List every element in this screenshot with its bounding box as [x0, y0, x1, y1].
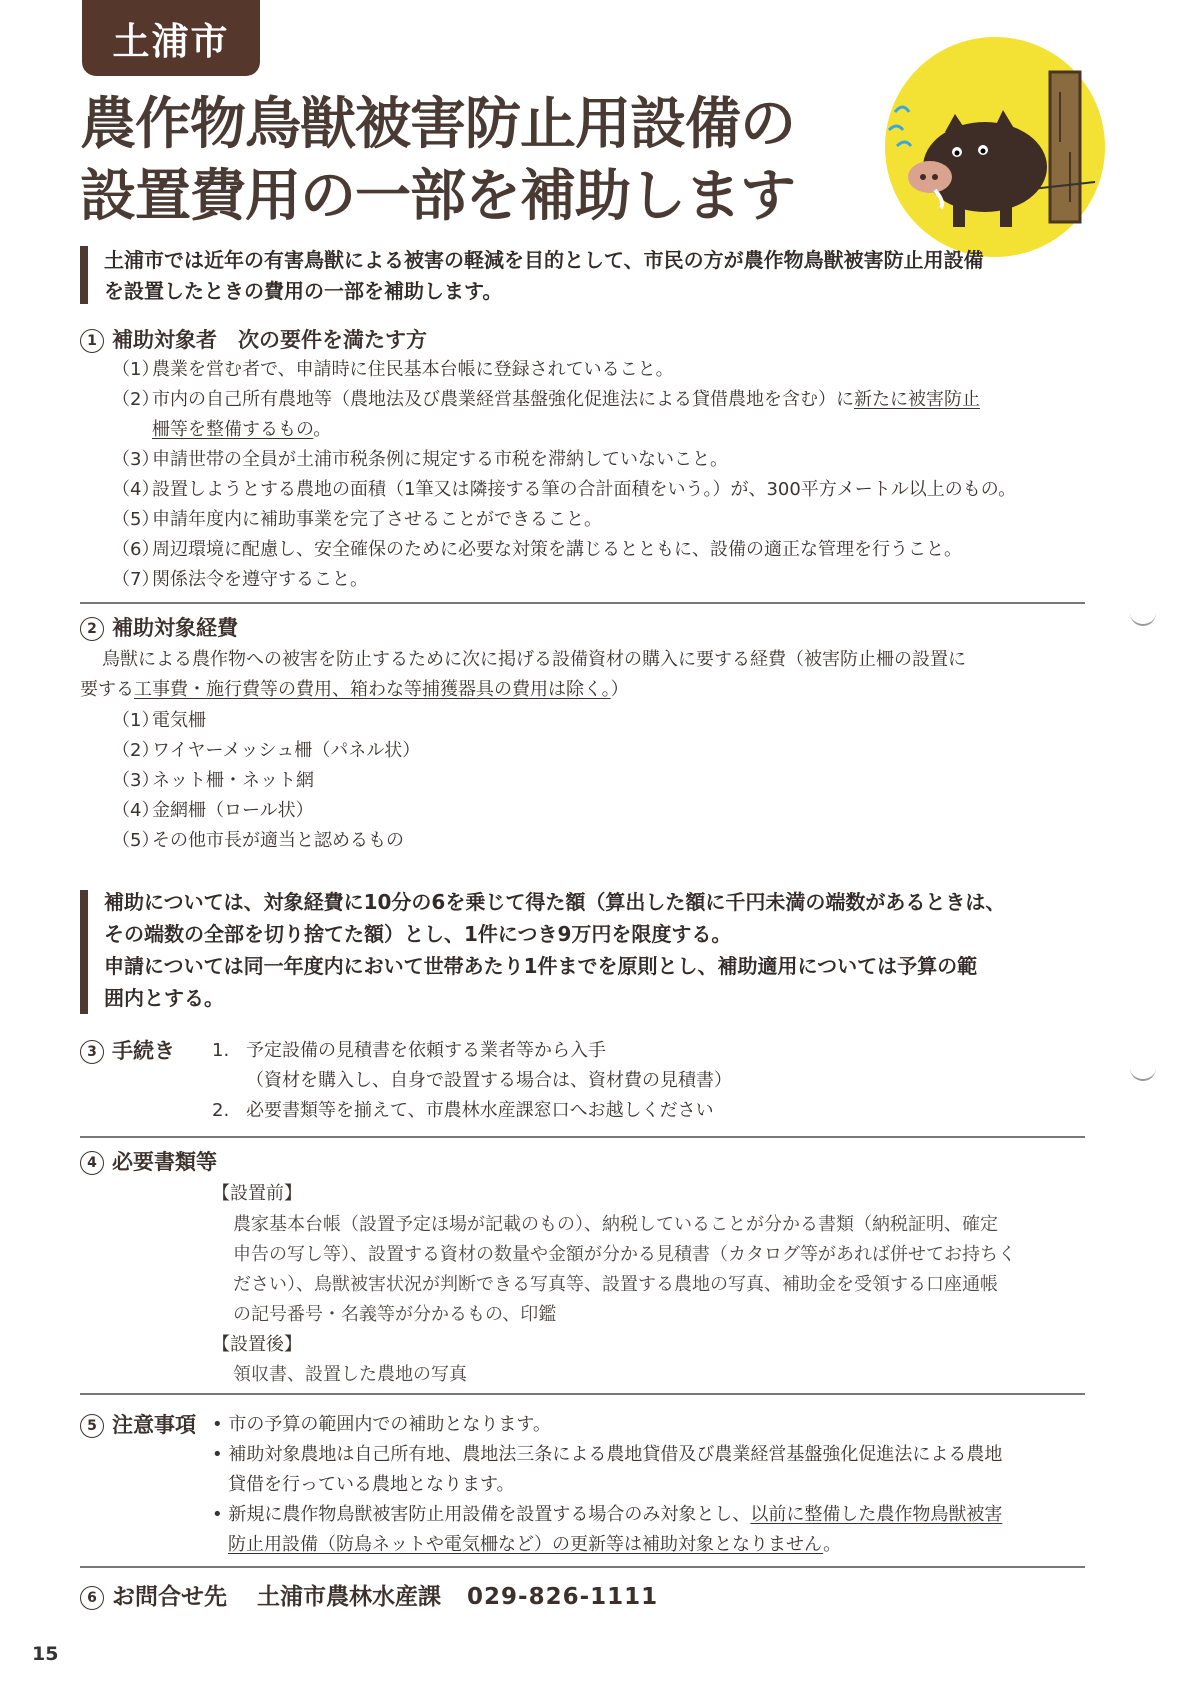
- section-1-heading: 1 補助対象者 次の要件を満たす方: [80, 325, 427, 355]
- punch-mark: [1130, 610, 1156, 626]
- section-4-heading: 4 必要書類等: [80, 1147, 217, 1177]
- list-item-continued: 防止用設備（防鳥ネットや電気柵など）の更新等は補助対象となりません。: [228, 1534, 842, 1555]
- punch-mark: [1130, 1065, 1156, 1081]
- section-1-list: [112, 355, 1016, 595]
- after-install-documents: 領収書、設置した農地の写真: [233, 1364, 467, 1385]
- list-item: （7）関係法令を遵守すること。: [112, 569, 368, 590]
- section-3-heading: 3 手続き: [80, 1036, 175, 1066]
- list-item: • 補助対象農地は自己所有地、農地法三条による農地貸借及び農業経営基盤強化促進法による農地: [212, 1444, 1003, 1465]
- subsidy-note: 補助については、対象経費に10分の6を乗じて得た額（算出した額に千円未満の端数があるときは、 その端数の全部を切り捨てた額）とし、1件につき9万円を限度する。 申請については同一年度内において世帯あたり1件までを原則とし、補助適用については予算の範 囲内とする。: [104, 890, 1006, 1010]
- list-item: （2）ワイヤーメッシュ柵（パネル状）: [112, 740, 421, 761]
- cautions-list: [212, 1410, 1002, 1560]
- before-install-documents: 農家基本台帳（設置予定ほ場が記載のもの）、納税していることが分かる書類（納税証明、確定 申告の写し等）、設置する資材の数量や金額が分かる見積書（カタログ等があれば併せてお持ちく ださい）、鳥獣被害状況が判断できる写真等、設置する農地の写真、補助金を受領する口座通帳 の記号番号・名義等が分かるもの、印鑑: [233, 1214, 1016, 1325]
- city-tag: 土浦市: [82, 0, 260, 76]
- note-accent-bar: [80, 890, 88, 1014]
- list-item-continued: 貸借を行っている農地となります。: [228, 1474, 515, 1495]
- list-item: （5）その他市長が適当と認めるもの: [112, 830, 404, 851]
- wild-boar-illustration: [875, 32, 1115, 262]
- list-item: （3）ネット柵・ネット網: [112, 770, 314, 791]
- after-install-label: 【設置後】: [212, 1334, 302, 1355]
- list-item: • 新規に農作物鳥獣被害防止用設備を設置する場合のみ対象とし、以前に整備した農作物鳥獣被害: [212, 1504, 1003, 1525]
- page-title-line2: 設置費用の一部を補助します: [80, 164, 795, 229]
- lead-paragraph: 土浦市では近年の有害鳥獣による被害の軽減を目的として、市民の方が農作物鳥獣被害防止用設備 を設置したときの費用の一部を補助します。: [104, 248, 984, 303]
- list-item: 1. 予定設備の見積書を依頼する業者等から入手: [212, 1040, 606, 1061]
- section-2-heading: 2 補助対象経費: [80, 613, 238, 643]
- section-2-description: 鳥獣による農作物への被害を防止するために次に掲げる設備資材の購入に要する経費（被害防止柵の設置に 要する工事費・施行費等の費用、箱わな等捕獲器具の費用は除く。）: [80, 649, 966, 700]
- divider: [80, 602, 1085, 604]
- contact-info: 6 お問合せ先 土浦市農林水産課 029-826-1111: [80, 1578, 658, 1611]
- page-number: 15: [32, 1643, 59, 1665]
- list-item: 2. 必要書類等を揃えて、市農林水産課窓口へお越しください: [212, 1100, 714, 1121]
- list-item: （3）申請世帯の全員が土浦市税条例に規定する市税を滞納していないこと。: [112, 449, 728, 470]
- list-item: （5）申請年度内に補助事業を完了させることができること。: [112, 509, 602, 530]
- list-item: 柵等を整備するもの。: [152, 419, 332, 440]
- list-item: （資材を購入し、自身で設置する場合は、資材費の見積書）: [246, 1070, 732, 1091]
- procedure-steps: [212, 1036, 732, 1126]
- list-item: （1）農業を営む者で、申請時に住民基本台帳に登録されていること。: [112, 359, 674, 380]
- section-5-heading: 5 注意事項: [80, 1410, 196, 1440]
- list-item: （4）設置しようとする農地の面積（1筆又は隣接する筆の合計面積をいう。）が、300平方メートル以上のもの。: [112, 479, 1017, 500]
- list-item: • 市の予算の範囲内での補助となります。: [212, 1414, 551, 1435]
- list-item: （6）周辺環境に配慮し、安全確保のために必要な対策を講じるとともに、設備の適正な管理を行うこと。: [112, 539, 962, 560]
- divider: [80, 1136, 1085, 1138]
- before-install-label: 【設置前】: [212, 1183, 302, 1204]
- list-item: （1）電気柵: [112, 710, 206, 731]
- page-title-line1: 農作物鳥獣被害防止用設備の: [80, 92, 795, 157]
- section-2-list: [112, 706, 420, 856]
- list-item: （4）金網柵（ロール状）: [112, 800, 314, 821]
- lead-accent-bar: [80, 246, 88, 304]
- divider: [80, 1566, 1085, 1568]
- divider: [80, 1393, 1085, 1395]
- list-item: （2）市内の自己所有農地等（農地法及び農業経営基盤強化促進法による貸借農地を含む）に新たに被害防止: [112, 389, 980, 410]
